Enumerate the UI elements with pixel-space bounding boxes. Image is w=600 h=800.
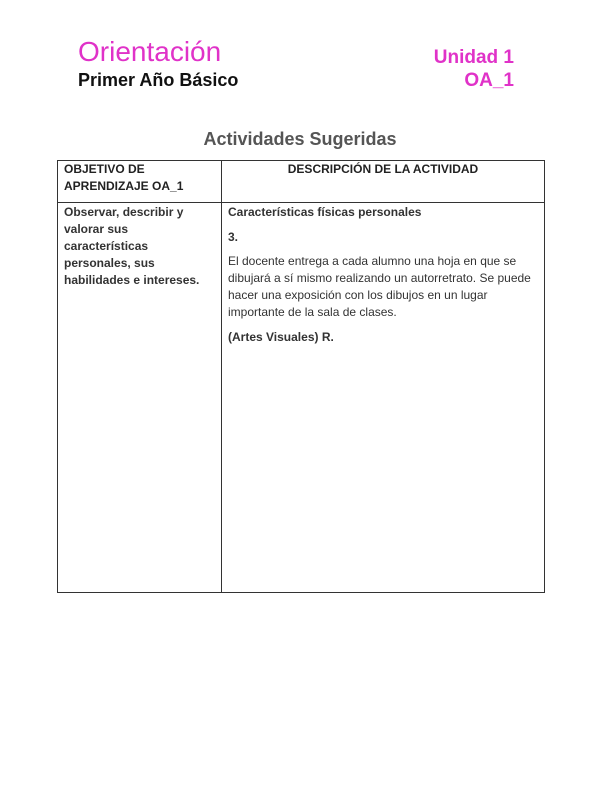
activity-reference: (Artes Visuales) R. (228, 330, 334, 344)
section-title: Actividades Sugeridas (203, 129, 397, 149)
unit-label: Unidad 1 (433, 47, 514, 68)
table-header-row (58, 161, 545, 203)
activity-description: El docente entrega a cada alumno una hoja en que se dibujará a sí mismo realizando un autorretrato. Se puede hacer una exposición con los dibujos en un lugar importante de la sala de clases. (228, 254, 531, 319)
grade-level: Primer Año Básico (78, 70, 239, 90)
oa-label: OA_1 (464, 70, 514, 91)
description-column-header: DESCRIPCIÓN DE LA ACTIVIDAD (222, 161, 545, 203)
objective-cell: Observar, describir y valorar sus características personales, sus habilidades e intereses. (58, 203, 222, 593)
table-row (58, 203, 545, 593)
objective-column-header: OBJETIVO DE APRENDIZAJE OA_1 (58, 161, 222, 203)
activity-title: Características físicas personales (228, 205, 422, 219)
document-header (0, 0, 600, 110)
description-cell (222, 203, 545, 593)
activities-table (57, 160, 545, 593)
activity-number: 3. (228, 230, 239, 244)
subject-title: Orientación (78, 36, 222, 67)
